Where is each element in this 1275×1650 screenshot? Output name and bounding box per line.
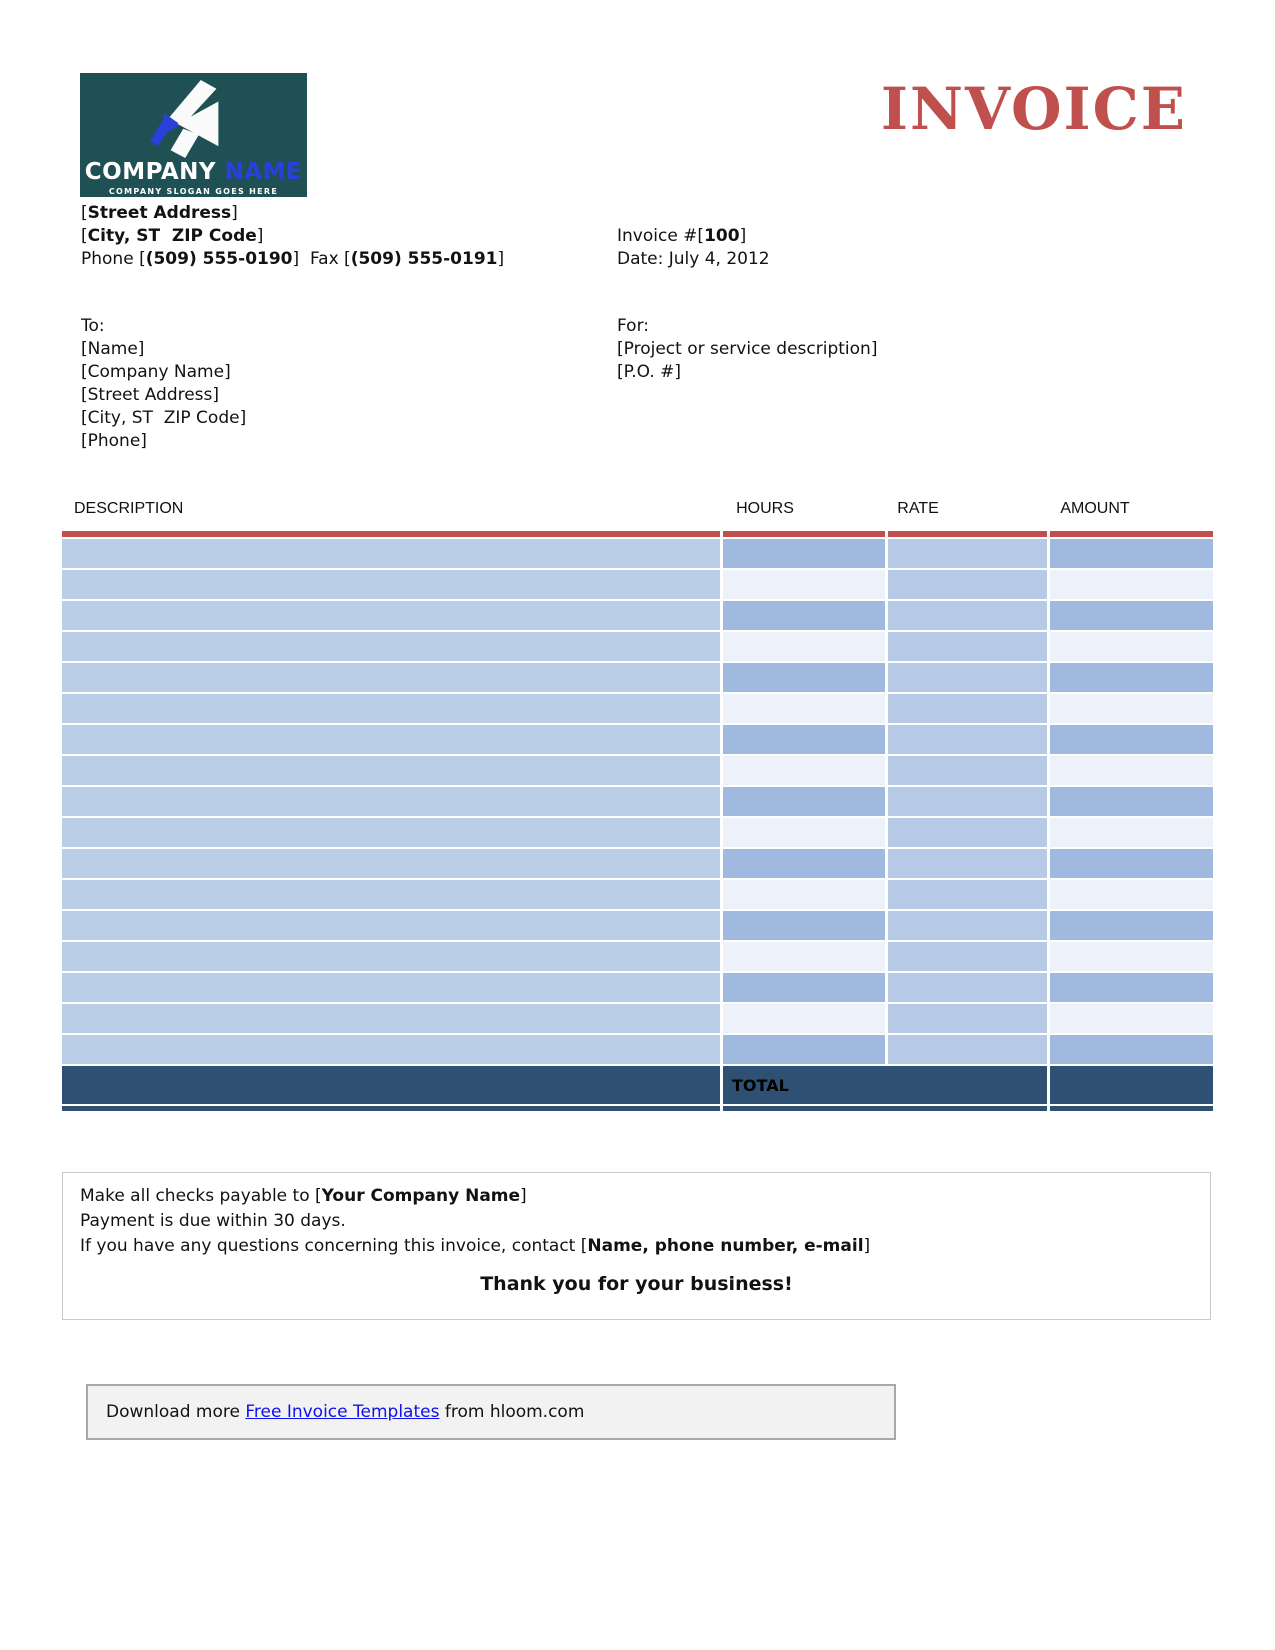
table-cell-amount-row12 — [1050, 880, 1213, 909]
table-cell-hours-row9 — [723, 787, 885, 816]
thank-you-message: Thank you for your business! — [480, 1273, 793, 1295]
table-cell-amount-row5 — [1050, 663, 1213, 692]
table-cell-desc-row14 — [62, 942, 720, 971]
table-cell-hours-row7 — [723, 725, 885, 754]
company-street-line: [Street Address] — [81, 203, 238, 223]
table-cell-amount-row13 — [1050, 911, 1213, 940]
table-cell-hours-row13 — [723, 911, 885, 940]
table-cell-rate-row1 — [888, 539, 1047, 568]
table-cell-amount-row11 — [1050, 849, 1213, 878]
table-cell-rate-row7 — [888, 725, 1047, 754]
table-cell-hours-row17 — [723, 1035, 885, 1064]
table-cell-rate-row16 — [888, 1004, 1047, 1033]
project-for-block — [617, 315, 877, 384]
table-cell-desc-row1 — [62, 539, 720, 568]
logo-company-name — [80, 159, 307, 185]
to-city: [City, ST ZIP Code] — [81, 408, 247, 428]
header-hours: HOURS — [736, 500, 794, 517]
download-templates-bar — [86, 1384, 896, 1440]
table-header-row — [0, 500, 1275, 524]
table-cell-rate-row5 — [888, 663, 1047, 692]
total-row-amount-cell — [1050, 1066, 1213, 1104]
payment-due-line: Payment is due within 30 days. — [80, 1211, 346, 1231]
table-bottom-border-amount — [1050, 1106, 1213, 1111]
total-row-desc-cell — [62, 1066, 720, 1104]
logo-slogan: COMPANY SLOGAN GOES HERE — [108, 187, 279, 196]
to-name: [Name] — [81, 339, 145, 359]
table-cell-desc-row13 — [62, 911, 720, 940]
free-invoice-templates-link[interactable]: Free Invoice Templates — [245, 1402, 440, 1422]
table-cell-hours-row14 — [723, 942, 885, 971]
table-cell-amount-row8 — [1050, 756, 1213, 785]
table-cell-rate-row13 — [888, 911, 1047, 940]
company-city-line: [City, ST ZIP Code] — [81, 226, 264, 246]
table-cell-amount-row1 — [1050, 539, 1213, 568]
to-street: [Street Address] — [81, 385, 220, 405]
table-cell-rate-row14 — [888, 942, 1047, 971]
table-top-border-desc — [62, 531, 720, 537]
table-cell-rate-row10 — [888, 818, 1047, 847]
header-description: DESCRIPTION — [74, 500, 184, 517]
table-top-border-rate — [888, 531, 1047, 537]
for-po-number: [P.O. #] — [617, 362, 682, 382]
table-cell-rate-row9 — [888, 787, 1047, 816]
table-cell-desc-row11 — [62, 849, 720, 878]
table-cell-hours-row16 — [723, 1004, 885, 1033]
table-cell-rate-row11 — [888, 849, 1047, 878]
questions-contact-line: If you have any questions concerning this invoice, contact [Name, phone number, e-mail] — [80, 1236, 871, 1256]
table-cell-rate-row2 — [888, 570, 1047, 599]
total-row-label-cell — [723, 1066, 1047, 1104]
table-cell-hours-row8 — [723, 756, 885, 785]
table-cell-desc-row12 — [62, 880, 720, 909]
logo-word-company: COMPANY — [84, 159, 225, 185]
to-company: [Company Name] — [81, 362, 231, 382]
table-cell-amount-row16 — [1050, 1004, 1213, 1033]
table-cell-desc-row15 — [62, 973, 720, 1002]
table-cell-desc-row8 — [62, 756, 720, 785]
table-cell-desc-row9 — [62, 787, 720, 816]
logo-word-name: NAME — [224, 159, 303, 185]
checks-payable-line: Make all checks payable to [Your Company Name] — [80, 1186, 527, 1206]
table-bottom-border-desc — [62, 1106, 720, 1111]
table-cell-rate-row12 — [888, 880, 1047, 909]
arrow-logo-icon — [134, 80, 254, 158]
table-top-border-amount — [1050, 531, 1213, 537]
download-bar-text: Download more Free Invoice Templates from hloom.com — [106, 1402, 585, 1422]
table-cell-amount-row7 — [1050, 725, 1213, 754]
table-cell-amount-row6 — [1050, 694, 1213, 723]
table-cell-rate-row8 — [888, 756, 1047, 785]
table-cell-hours-row1 — [723, 539, 885, 568]
table-cell-desc-row5 — [62, 663, 720, 692]
table-cell-rate-row15 — [888, 973, 1047, 1002]
table-cell-hours-row15 — [723, 973, 885, 1002]
table-cell-hours-row10 — [723, 818, 885, 847]
table-cell-amount-row2 — [1050, 570, 1213, 599]
table-cell-amount-row3 — [1050, 601, 1213, 630]
table-cell-hours-row11 — [723, 849, 885, 878]
table-cell-amount-row14 — [1050, 942, 1213, 971]
table-cell-amount-row15 — [1050, 973, 1213, 1002]
table-cell-rate-row3 — [888, 601, 1047, 630]
total-label: TOTAL — [732, 1075, 789, 1095]
table-cell-desc-row6 — [62, 694, 720, 723]
table-cell-hours-row5 — [723, 663, 885, 692]
table-cell-desc-row3 — [62, 601, 720, 630]
table-cell-desc-row10 — [62, 818, 720, 847]
table-cell-desc-row4 — [62, 632, 720, 661]
bill-to-block — [81, 315, 246, 453]
for-label: For: — [617, 316, 649, 336]
table-cell-hours-row6 — [723, 694, 885, 723]
table-cell-amount-row9 — [1050, 787, 1213, 816]
payment-terms-box — [62, 1172, 1211, 1320]
table-top-border-hours — [723, 531, 885, 537]
table-cell-desc-row2 — [62, 570, 720, 599]
table-cell-rate-row6 — [888, 694, 1047, 723]
company-address-block — [81, 202, 504, 271]
payment-terms-lines — [63, 1173, 1210, 1259]
table-cell-rate-row17 — [888, 1035, 1047, 1064]
table-cell-hours-row4 — [723, 632, 885, 661]
page-title: INVOICE — [880, 75, 1187, 143]
table-cell-desc-row17 — [62, 1035, 720, 1064]
invoice-info-block — [617, 225, 770, 271]
invoice-date-line: Date: July 4, 2012 — [617, 249, 770, 269]
for-description: [Project or service description] — [617, 339, 878, 359]
table-cell-hours-row12 — [723, 880, 885, 909]
to-phone: [Phone] — [81, 431, 147, 451]
table-cell-amount-row17 — [1050, 1035, 1213, 1064]
table-cell-hours-row3 — [723, 601, 885, 630]
table-cell-desc-row7 — [62, 725, 720, 754]
table-cell-amount-row10 — [1050, 818, 1213, 847]
table-bottom-border-middle — [723, 1106, 1047, 1111]
header-rate: RATE — [897, 500, 939, 517]
header-amount: AMOUNT — [1060, 500, 1130, 517]
to-label: To: — [81, 316, 105, 336]
table-cell-desc-row16 — [62, 1004, 720, 1033]
table-cell-amount-row4 — [1050, 632, 1213, 661]
company-phone-fax-line: Phone [(509) 555-0190] Fax [(509) 555-0191] — [81, 249, 505, 269]
company-logo — [80, 73, 307, 197]
table-cell-hours-row2 — [723, 570, 885, 599]
invoice-number-line: Invoice #[100] — [617, 226, 747, 246]
invoice-table — [62, 531, 1213, 1111]
table-cell-rate-row4 — [888, 632, 1047, 661]
